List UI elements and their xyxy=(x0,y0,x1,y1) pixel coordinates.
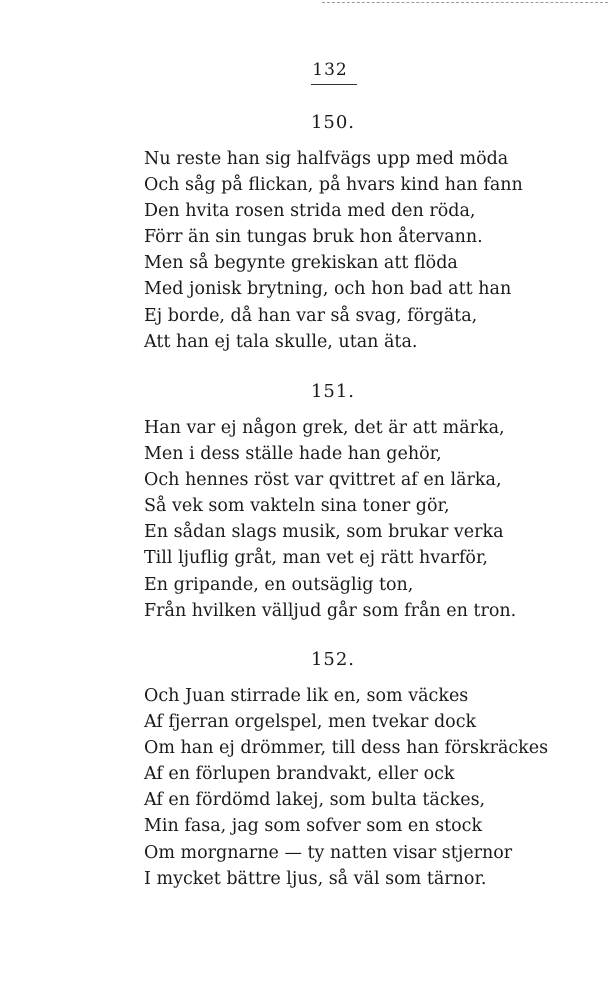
stanza-number: 152. xyxy=(310,649,356,670)
page-number: 132 xyxy=(312,60,348,80)
verse-line: Så vek som vakteln sina toner gör, xyxy=(144,496,450,517)
stanza-number: 150. xyxy=(310,112,356,133)
verse-line: En gripande, en outsäglig ton, xyxy=(144,574,414,595)
verse-line: Och såg på flickan, på hvars kind han fann xyxy=(144,175,523,196)
stanza-number: 151. xyxy=(310,381,356,402)
verse-line: Af fjerran orgelspel, men tvekar dock xyxy=(144,712,477,733)
verse-line: Från hvilken välljud går som från en tron. xyxy=(144,600,517,621)
stanza-151-lines xyxy=(144,415,516,624)
verse-line: Att han ej tala skulle, utan äta. xyxy=(144,331,418,352)
stanza-150-lines xyxy=(144,146,523,355)
verse-line: Och hennes röst var qvittret af en lärka, xyxy=(144,470,502,491)
top-edge-rule xyxy=(322,2,608,3)
verse-line: Nu reste han sig halfvägs upp med möda xyxy=(144,149,509,169)
verse-line: Och Juan stirrade lik en, som väckes xyxy=(144,686,469,706)
verse-line: Men i dess ställe hade han gehör, xyxy=(144,444,442,465)
verse-line: Af en fördömd lakej, som bulta täckes, xyxy=(144,790,486,811)
verse-line: Om morgnarne — ty natten visar stjernor xyxy=(144,842,513,863)
verse-line: En sådan slags musik, som brukar verka xyxy=(144,522,504,543)
verse-line: Ej borde, då han var så svag, förgäta, xyxy=(144,305,478,326)
verse-line: Med jonisk brytning, och hon bad att han xyxy=(144,279,512,300)
verse-line: Han var ej någon grek, det är att märka, xyxy=(144,418,505,438)
verse-line: Men så begynte grekiskan att flöda xyxy=(144,253,458,274)
page-number-underline xyxy=(311,84,357,85)
verse-line: Om han ej drömmer, till dess han förskräckes xyxy=(144,738,549,759)
stanza-152-lines xyxy=(144,683,548,892)
verse-line: Min fasa, jag som sofver som en stock xyxy=(144,816,483,837)
verse-line: Till ljuflig gråt, man vet ej rätt hvarför, xyxy=(144,548,488,569)
verse-line: Den hvita rosen strida med den röda, xyxy=(144,201,476,222)
verse-line: I mycket bättre ljus, så väl som tärnor. xyxy=(144,868,487,889)
verse-line: Förr än sin tungas bruk hon återvann. xyxy=(144,227,483,248)
verse-line: Af en förlupen brandvakt, eller ock xyxy=(144,764,455,785)
